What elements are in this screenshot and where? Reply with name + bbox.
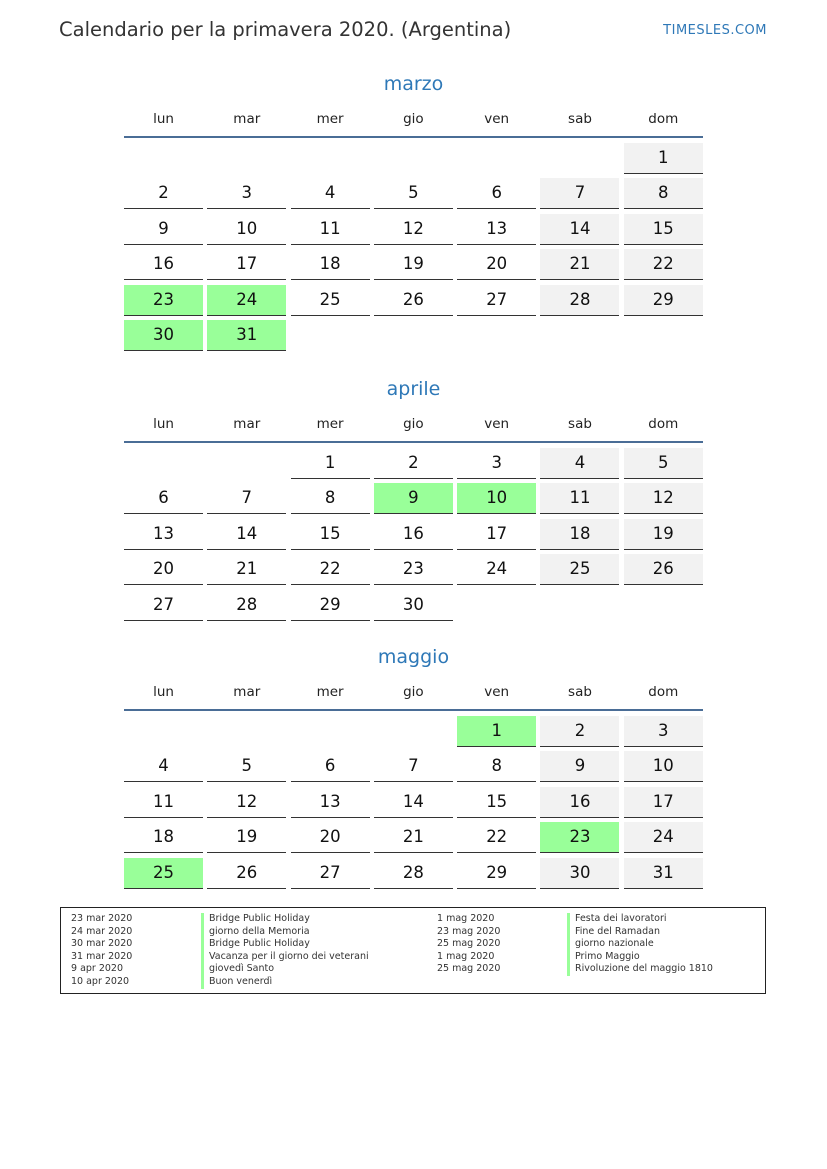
day-cell: 14 [374, 787, 453, 818]
weekday-label: gio [403, 684, 424, 700]
day-cell: 9 [124, 214, 203, 245]
legend-date: 31 mar 2020 [71, 950, 133, 962]
day-cell: 15 [457, 787, 536, 818]
day-cell: 22 [457, 822, 536, 853]
legend-row [437, 951, 713, 964]
day-cell: 21 [540, 249, 619, 280]
day-cell: 7 [540, 178, 619, 209]
day-cell: 17 [624, 787, 703, 818]
day-cell: 30 [124, 320, 203, 351]
day-cell: 16 [540, 787, 619, 818]
day-cell: 7 [207, 483, 286, 514]
day-cell: 28 [207, 590, 286, 621]
weekday-label: mer [316, 684, 344, 700]
day-cell: 3 [624, 716, 703, 747]
empty-cell [540, 143, 619, 173]
day-cell: 10 [207, 214, 286, 245]
legend-date: 1 mag 2020 [437, 950, 495, 962]
day-cell: 11 [291, 214, 370, 245]
weekday-label: sab [568, 684, 592, 700]
month-name: marzo [383, 73, 444, 95]
legend-holiday-name: Vacanza per il giorno dei veterani [201, 951, 369, 964]
day-cell: 17 [207, 249, 286, 280]
day-cell: 23 [540, 822, 619, 853]
day-cell: 20 [291, 822, 370, 853]
day-cell: 4 [291, 178, 370, 209]
day-cell: 22 [291, 554, 370, 585]
empty-cell [124, 716, 203, 746]
day-cell: 30 [540, 858, 619, 889]
brand-link[interactable]: TIMESLES.COM [663, 23, 767, 38]
weekday-label: lun [153, 111, 174, 127]
day-cell: 27 [291, 858, 370, 889]
day-cell: 8 [291, 483, 370, 514]
weekday-label: mar [233, 416, 261, 432]
legend-column-right [437, 913, 713, 976]
empty-cell [124, 448, 203, 478]
day-cell: 19 [374, 249, 453, 280]
day-cell: 14 [207, 519, 286, 550]
day-grid [124, 143, 703, 355]
weekday-label: gio [403, 416, 424, 432]
day-cell: 11 [540, 483, 619, 514]
legend-date: 23 mag 2020 [437, 925, 501, 937]
day-cell: 6 [291, 751, 370, 782]
legend-date: 30 mar 2020 [71, 938, 133, 950]
weekday-label: gio [403, 111, 424, 127]
legend-column-left [71, 913, 369, 989]
day-cell: 5 [374, 178, 453, 209]
month-name: maggio [377, 646, 450, 668]
legend-holiday-name: Buon venerdì [201, 976, 272, 989]
legend-date: 24 mar 2020 [71, 925, 133, 937]
day-cell: 10 [624, 751, 703, 782]
day-cell: 8 [457, 751, 536, 782]
legend-holiday-name: Primo Maggio [567, 951, 640, 964]
day-grid [124, 716, 703, 893]
legend-row [437, 938, 713, 951]
empty-cell [291, 143, 370, 173]
legend-row [437, 963, 713, 976]
legend-holiday-name: Festa dei lavoratori [567, 913, 667, 926]
day-cell: 30 [374, 590, 453, 621]
day-cell: 13 [124, 519, 203, 550]
legend-date: 25 mag 2020 [437, 938, 501, 950]
day-cell: 23 [374, 554, 453, 585]
day-cell: 17 [457, 519, 536, 550]
day-cell: 27 [457, 285, 536, 316]
empty-cell [207, 448, 286, 478]
day-cell: 15 [291, 519, 370, 550]
weekday-label: mar [233, 111, 261, 127]
legend-holiday-name: giovedì Santo [201, 963, 274, 976]
day-cell: 11 [124, 787, 203, 818]
empty-cell [207, 143, 286, 173]
legend-row [437, 913, 713, 926]
day-cell: 19 [207, 822, 286, 853]
day-cell: 9 [540, 751, 619, 782]
month-calendar-may [124, 645, 703, 893]
empty-cell [374, 143, 453, 173]
day-cell: 4 [124, 751, 203, 782]
legend-row [71, 913, 369, 926]
page-title: Calendario per la primavera 2020. (Argentina) [59, 18, 512, 41]
day-cell: 23 [124, 285, 203, 316]
header-divider [124, 441, 703, 443]
weekday-label: mar [233, 684, 261, 700]
day-grid [124, 448, 703, 625]
legend-row [71, 963, 369, 976]
weekday-label: lun [153, 416, 174, 432]
weekday-label: ven [484, 111, 510, 127]
day-cell: 26 [624, 554, 703, 585]
day-cell: 7 [374, 751, 453, 782]
legend-date: 1 mag 2020 [437, 913, 495, 924]
legend-holiday-name: Fine del Ramadan [567, 926, 660, 939]
day-cell: 25 [124, 858, 203, 889]
day-cell: 9 [374, 483, 453, 514]
day-cell: 20 [457, 249, 536, 280]
legend-holiday-name: Bridge Public Holiday [201, 938, 310, 951]
legend-holiday-name: Rivoluzione del maggio 1810 [567, 963, 713, 976]
legend-date: 10 apr 2020 [71, 975, 130, 987]
day-cell: 24 [207, 285, 286, 316]
day-cell: 25 [291, 285, 370, 316]
month-calendar-march [124, 72, 703, 355]
day-cell: 26 [374, 285, 453, 316]
day-cell: 13 [457, 214, 536, 245]
day-cell: 6 [124, 483, 203, 514]
day-cell: 3 [457, 448, 536, 479]
legend-row [437, 926, 713, 939]
day-cell: 10 [457, 483, 536, 514]
day-cell: 31 [207, 320, 286, 351]
legend-holiday-name: Bridge Public Holiday [201, 913, 310, 926]
month-name: aprile [386, 378, 441, 400]
day-cell: 4 [540, 448, 619, 479]
day-cell: 16 [124, 249, 203, 280]
day-cell: 31 [624, 858, 703, 889]
day-cell: 2 [540, 716, 619, 747]
legend-date: 25 mag 2020 [437, 963, 501, 975]
day-cell: 24 [457, 554, 536, 585]
day-cell: 29 [291, 590, 370, 621]
empty-cell [291, 716, 370, 746]
day-cell: 26 [207, 858, 286, 889]
empty-cell [124, 143, 203, 173]
weekday-label: sab [568, 416, 592, 432]
empty-cell [374, 716, 453, 746]
legend-date: 9 apr 2020 [71, 963, 124, 975]
day-cell: 21 [374, 822, 453, 853]
day-cell: 21 [207, 554, 286, 585]
weekday-label: mer [316, 416, 344, 432]
day-cell: 2 [374, 448, 453, 479]
day-cell: 1 [291, 448, 370, 479]
weekday-label: sab [568, 111, 592, 127]
legend-row [71, 976, 369, 989]
day-cell: 1 [624, 143, 703, 174]
day-cell: 27 [124, 590, 203, 621]
weekday-label: ven [484, 684, 510, 700]
weekday-label: dom [648, 416, 679, 432]
day-cell: 12 [624, 483, 703, 514]
day-cell: 5 [207, 751, 286, 782]
day-cell: 22 [624, 249, 703, 280]
day-cell: 28 [540, 285, 619, 316]
day-cell: 6 [457, 178, 536, 209]
weekday-label: lun [153, 684, 174, 700]
day-cell: 1 [457, 716, 536, 747]
day-cell: 28 [374, 858, 453, 889]
day-cell: 12 [207, 787, 286, 818]
day-cell: 20 [124, 554, 203, 585]
day-cell: 18 [124, 822, 203, 853]
legend-row [71, 938, 369, 951]
weekday-header [124, 413, 703, 435]
day-cell: 5 [624, 448, 703, 479]
weekday-header [124, 681, 703, 703]
day-cell: 12 [374, 214, 453, 245]
day-cell: 29 [624, 285, 703, 316]
day-cell: 24 [624, 822, 703, 853]
legend-holiday-name: giorno della Memoria [201, 926, 310, 939]
legend-date: 23 mar 2020 [71, 913, 133, 924]
weekday-label: mer [316, 111, 344, 127]
weekday-label: ven [484, 416, 510, 432]
legend-holiday-name: giorno nazionale [567, 938, 654, 951]
empty-cell [207, 716, 286, 746]
day-cell: 15 [624, 214, 703, 245]
weekday-label: dom [648, 111, 679, 127]
legend-row [71, 951, 369, 964]
legend-row [71, 926, 369, 939]
day-cell: 25 [540, 554, 619, 585]
header-divider [124, 136, 703, 138]
day-cell: 8 [624, 178, 703, 209]
empty-cell [457, 143, 536, 173]
holiday-legend [60, 907, 766, 994]
month-calendar-april [124, 377, 703, 625]
weekday-header [124, 108, 703, 130]
day-cell: 14 [540, 214, 619, 245]
day-cell: 16 [374, 519, 453, 550]
day-cell: 18 [291, 249, 370, 280]
day-cell: 2 [124, 178, 203, 209]
day-cell: 13 [291, 787, 370, 818]
header-divider [124, 709, 703, 711]
day-cell: 3 [207, 178, 286, 209]
day-cell: 18 [540, 519, 619, 550]
day-cell: 29 [457, 858, 536, 889]
weekday-label: dom [648, 684, 679, 700]
day-cell: 19 [624, 519, 703, 550]
